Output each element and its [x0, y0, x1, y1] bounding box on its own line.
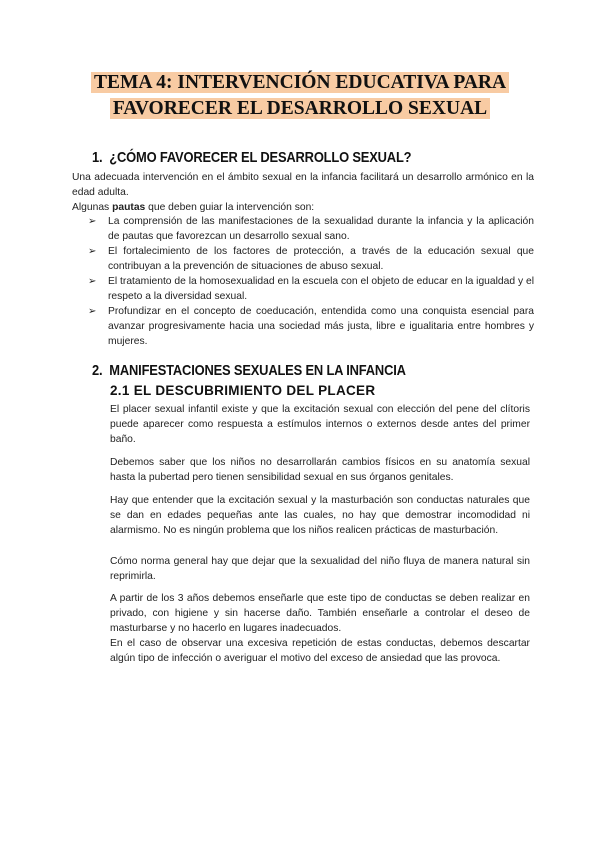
- section-1-number: 1.: [92, 149, 103, 166]
- section-1-heading-text: ¿CÓMO FAVORECER EL DESARROLLO SEXUAL?: [109, 149, 412, 166]
- list-item: [88, 274, 534, 304]
- document-title-line-1: [75, 70, 525, 96]
- list-item-text: El fortalecimiento de los factores de protección, a través de la educación sexual que contribuyan a la prevención de situaciones de abuso sexual.: [108, 246, 534, 272]
- pautas-keyword: pautas: [112, 202, 146, 213]
- paragraph: Hay que entender que la excitación sexual y la masturbación son conductas naturales que se dan en edades pequeñas ante las cuales, no hay que demostrar incomodidad ni alarmismo. No es ningún problema que los niños realicen prácticas de masturbación.: [110, 495, 530, 536]
- section-1-heading: [92, 149, 411, 166]
- paragraph: A partir de los 3 años debemos enseñarle que este tipo de conductas se deben realizar en privado, con higiene y sin hacerse daño. También enseñarle a controlar el deseo de masturbarse y no hacerlo en lugares inadecuados.: [110, 593, 530, 634]
- arrow-bullet-icon: ➢: [88, 276, 97, 287]
- section-2-heading-text: MANIFESTACIONES SEXUALES EN LA INFANCIA: [109, 362, 406, 379]
- section-1-intro: Una adecuada intervención en el ámbito sexual en la infancia facilitará un desarrollo armónico en la edad adulta.: [72, 172, 534, 198]
- title-text-line-2: FAVORECER EL DESARROLLO SEXUAL: [110, 98, 490, 119]
- section-2-heading: [92, 362, 406, 379]
- list-item-text: La comprensión de las manifestaciones de la sexualidad durante la infancia y la aplicación de pautas que favorezcan un desarrollo sexual sano.: [108, 216, 534, 242]
- document-title-line-2: [75, 96, 525, 122]
- pautas-list: [88, 214, 534, 349]
- pautas-suffix: que deben guiar la intervención son:: [145, 202, 315, 213]
- arrow-bullet-icon: ➢: [88, 246, 97, 257]
- list-item-text: El tratamiento de la homosexualidad en la escuela con el objeto de educar en la igualdad y el respeto a la diversidad sexual.: [108, 276, 534, 302]
- list-item: [88, 244, 534, 274]
- list-item: [88, 214, 534, 244]
- title-text-line-1: TEMA 4: INTERVENCIÓN EDUCATIVA PARA: [91, 72, 509, 93]
- list-item: [88, 304, 534, 349]
- arrow-bullet-icon: ➢: [88, 216, 97, 227]
- section-1-pautas-line: [72, 200, 534, 215]
- paragraph: En el caso de observar una excesiva repetición de estas conductas, debemos descartar algún tipo de infección o averiguar el motivo del exceso de ansiedad que las provoca.: [110, 638, 530, 664]
- paragraph: Debemos saber que los niños no desarrollarán cambios físicos en su anatomía sexual hasta la pubertad pero tienen sensibilidad sexual en sus órganos genitales.: [110, 457, 530, 483]
- paragraph: Cómo norma general hay que dejar que la sexualidad del niño fluya de manera natural sin reprimirla.: [110, 556, 530, 582]
- list-item-text: Profundizar en el concepto de coeducación, entendida como una conquista esencial para avanzar progresivamente hacia una sociedad más justa, libre e igualitaria entre hombres y mujeres.: [108, 306, 534, 347]
- arrow-bullet-icon: ➢: [88, 306, 97, 317]
- pautas-prefix: Algunas: [72, 202, 113, 213]
- paragraph: El placer sexual infantil existe y que la excitación sexual con elección del pene del clítoris puede aparecer como respuesta a estímulos internos o externos desde antes del primer baño.: [110, 404, 530, 445]
- section-2-number: 2.: [92, 362, 103, 379]
- subsection-2-1-heading: 2.1 EL DESCUBRIMIENTO DEL PLACER: [110, 383, 376, 398]
